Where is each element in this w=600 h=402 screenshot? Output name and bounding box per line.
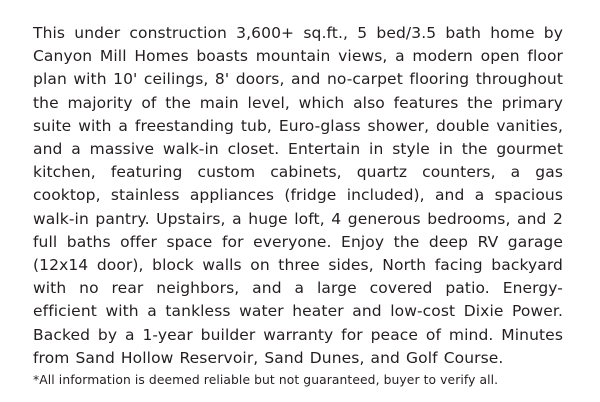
listing-description-block: [33, 22, 563, 388]
listing-disclaimer: *All information is deemed reliable but not guaranteed, buyer to verify all.: [33, 373, 499, 388]
listing-description-paragraph: This under construction 3,600+ sq.ft., 5 bed/3.5 bath home by Canyon Mill Homes boasts mountain views, a modern open floor plan with 10' ceilings, 8' doors, and no-carpet flooring throughout the majority of the main level, which also features the primary suite with a freestanding tub, Euro-glass shower, double vanities, and a massive walk-in closet. Entertain in style in the gourmet kitchen, featuring custom cabinets, quartz counters, a gas cooktop, stainless appliances (fridge included), and a spacious walk-in pantry. Upstairs, a huge loft, 4 generous bedrooms, and 2 full baths offer space for everyone. Enjoy the deep RV garage (12x14 door), block walls on three sides, North facing backyard with no rear neighbors, and a large covered patio. Energy-efficient with a tankless water heater and low-cost Dixie Power. Backed by a 1-year builder warranty for peace of mind. Minutes from Sand Hollow Reservoir, Sand Dunes, and Golf Course.: [33, 24, 563, 367]
